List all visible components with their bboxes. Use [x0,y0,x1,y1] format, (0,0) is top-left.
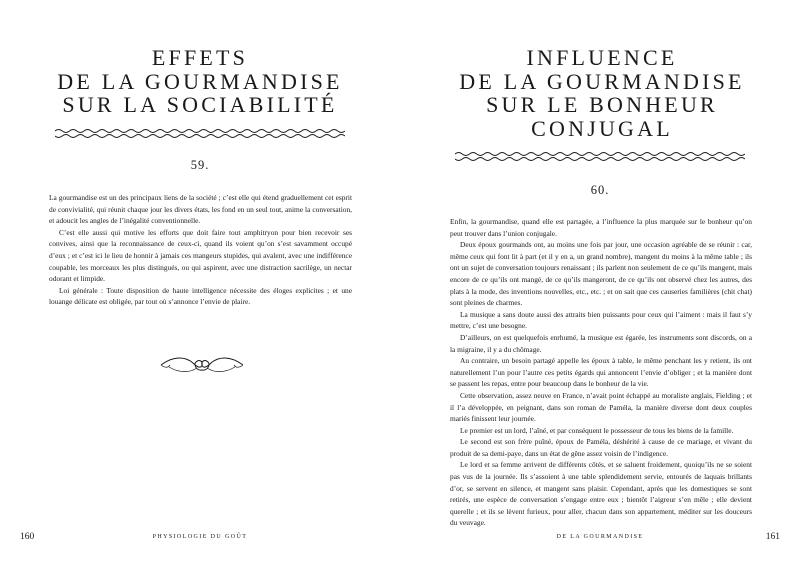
right-paragraph: Enfin, la gourmandise, quand elle est partagée, a l’influence la plus marquée sur le bonheur qu’on peut trouver dans l’union conjugale. [450,217,752,238]
right-running-head: DE LA GOURMANDISE [556,534,644,540]
right-title-line-2: DE LA GOURMANDISE [459,68,745,94]
left-paragraph: C’est elle aussi qui motive les efforts que doit faire tout amphitryon pour bien recevoir ses convives, ainsi que la reconnaissance de ceux-ci, quand ils voient qu’on s’est savamment occupé d’eux ; et c’est ici le lieu de honnir à jamais ces mangeurs stupides, qui avalent, avec une indifférence coupable, les morceaux les plus distingués, ou qui aspirent, avec une distraction sacrilège, un nectar odorant et limpide. [49,227,352,284]
left-title-line-2: DE LA GOURMANDISE [57,68,343,94]
right-title-line-4: CONJUGAL [531,115,673,141]
left-title-line-3: SUR LA SOCIABILITÉ [62,92,338,117]
right-paragraph: Au contraire, un besoin partagé appelle les époux à table, le même penchant les y retient, ils ont naturellement l’un pour l’autre ces petits égards qui annoncent l’envie d’obliger ; et la manière dont se passent les repas, entre pour beaucoup dans le bonheur de la vie. [450,356,752,389]
right-section-number: 60. [590,183,610,197]
left-page-number: 160 [20,532,35,542]
right-paragraph: Le second est son frère puîné, époux de Paméla, déshérité à cause de ce mariage, et vivant du produit de sa demi-paye, dans un état de gêne assez voisin de l’indigence. [450,437,752,458]
right-chapter-title [426,46,778,140]
right-paragraph: Cette observation, assez neuve en France, n’avait point échappé au moraliste anglais, Fielding ; et il l’a développée, en peignant, dans son roman de Paméla, la manière diverse dont deux couples mariés finissent leur journée. [450,390,752,424]
wavy-double-rule-icon [55,128,345,140]
right-paragraph: D’ailleurs, on est quelquefois enrhumé, la musique est égarée, les instruments sont discords, on a la migraine, il y a du chômage. [450,332,752,354]
right-paragraph: Deux époux gourmands ont, au moins une fois par jour, une occasion agréable de se réunir : car, même ceux qui font lit à part (et il y en a, un grand nombre), mangent du moins à la même table ; ils ont un sujet de conversation toujours renaissant ; ils parlent non seulement de ce qu’ils mangent, mais encore de ce qu’ils ont mangé, de ce qu’ils mangeront, de ce qu’ils ont observé chez les autres, des plats à la mode, des inventions nouvelles, etc., etc. ; et on sait que ces causeries familières (chit chat) sont pleines de charmes. [450,240,752,308]
right-paragraph: Le premier est un lord, l’aîné, et par conséquent le possesseur de tous les biens de la famille. [460,425,734,435]
right-page-number: 161 [765,532,780,542]
left-section-number: 59. [190,158,210,172]
left-body-text [49,192,352,308]
right-body-text [450,216,752,529]
left-chapter-title [28,46,372,117]
left-paragraph: Loi générale : Toute disposition de haute intelligence nécessite des éloges explicites ; et une louange délicate est obligée, par tout où s’annonce l’envie de plaire. [49,285,352,307]
right-title-line-1: INFLUENCE [526,45,678,70]
right-title-line-3: SUR LE BONHEUR [486,92,718,117]
left-paragraph: La gourmandise est un des principaux liens de la société ; c’est elle qui étend graduellement cet esprit de convivialité, qui réunit chaque jour les divers états, les fond en un seul tout, anime la conversation, et adoucit les angles de l’inégalité conventionnelle. [49,193,352,226]
calligraphic-flourish-icon [159,352,245,378]
right-paragraph: Le lord et sa femme arrivent de différents côtés, et se saluent froidement, quoiqu’ils ne se soient pas vus de la journée. Ils s’assoient à une table splendidement servie, entourés de laquais brillants d’or, se servent en silence, et mangent sans plaisir. Cependant, après que les domestiques se sont retirés, une espèce de conversation s’engage entre eux ; bientôt l’aigreur s’en mêle ; elle devient querelle ; et ils se lèvent furieux, pour aller, chacun dans son appartement, méditer sur les douceurs du veuvage. [450,460,752,528]
wavy-double-rule-icon [455,151,745,163]
left-running-head: PHYSIOLOGIE DU GOÛT [152,534,248,540]
right-paragraph: La musique a sans doute aussi des attraits bien puissants pour ceux qui l’aiment : mais il faut s’y mettre, c’est une besogne. [450,309,752,331]
left-title-line-1: EFFETS [151,45,249,70]
right-page [400,0,800,565]
